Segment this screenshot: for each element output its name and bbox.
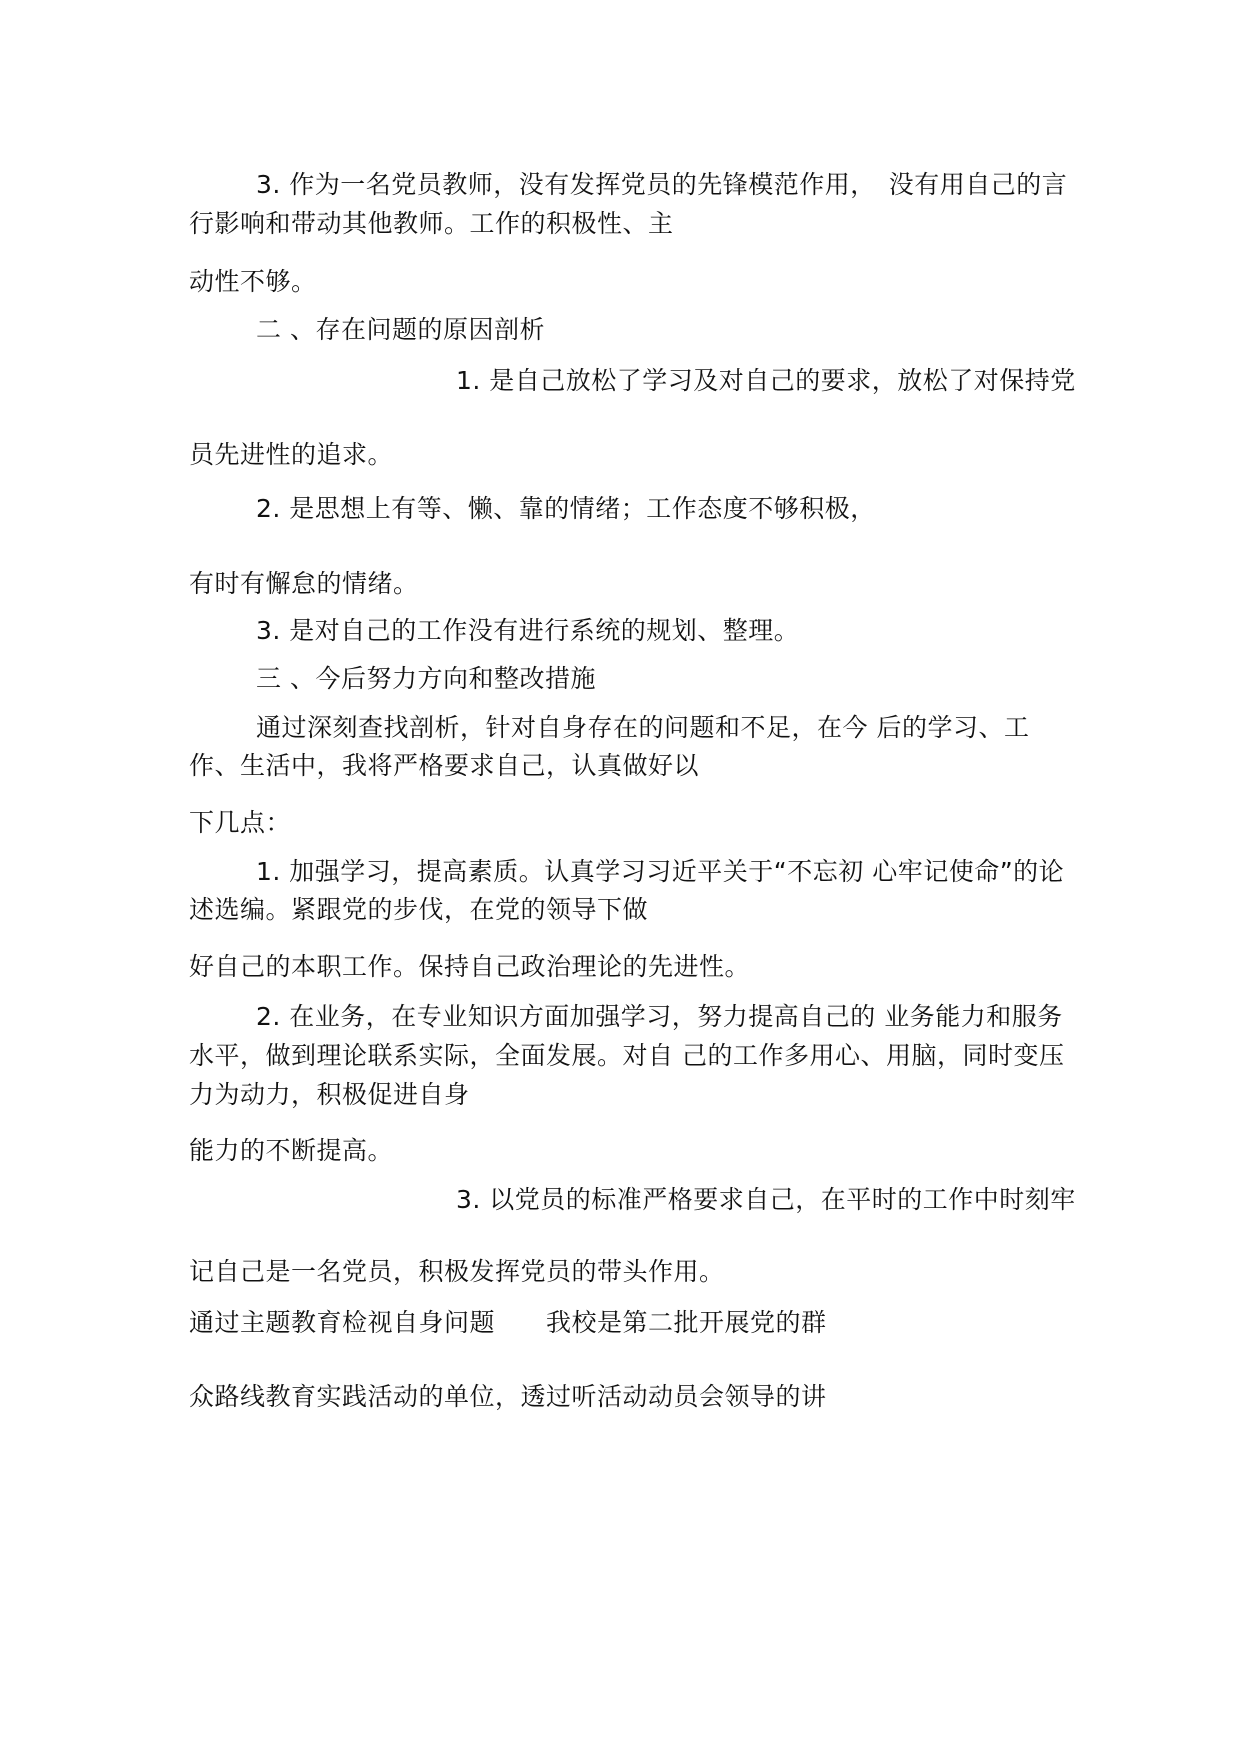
paragraph-line: 员先进性的追求。 — [189, 440, 394, 469]
section-heading: 三 、今后努力方向和整改措施 — [256, 664, 596, 693]
paragraph-line: 1. 加强学习，提高素质。认真学习习近平关于“不忘初 心牢记使命”的论 — [256, 857, 1065, 886]
paragraph-line: 1. 是自己放松了学习及对自己的要求，放松了对保持党 — [456, 366, 1076, 395]
paragraph-line: 述选编。紧跟党的步伐，在党的领导下做 — [189, 895, 649, 924]
paragraph-line: 2. 在业务，在专业知识方面加强学习，努力提高自己的 业务能力和服务 — [256, 1002, 1063, 1031]
paragraph-line: 3. 是对自己的工作没有进行系统的规划、整理。 — [256, 616, 800, 645]
paragraph-line: 作、生活中，我将严格要求自己，认真做好以 — [189, 751, 700, 780]
paragraph-line: 行影响和带动其他教师。工作的积极性、主 — [189, 209, 674, 238]
paragraph-line: 3. 以党员的标准严格要求自己，在平时的工作中时刻牢 — [456, 1185, 1076, 1214]
paragraph-line: 好自己的本职工作。保持自己政治理论的先进性。 — [189, 952, 751, 981]
paragraph-line: 能力的不断提高。 — [189, 1136, 394, 1165]
paragraph-line: 3. 作为一名党员教师，没有发挥党员的先锋模范作用， 没有用自己的言 — [256, 170, 1068, 199]
paragraph-line: 下几点： — [189, 808, 292, 837]
paragraph-line: 通过深刻查找剖析，针对自身存在的问题和不足，在今 后的学习、工 — [256, 713, 1030, 742]
paragraph-line: 有时有懈怠的情绪。 — [189, 569, 419, 598]
paragraph-line: 通过主题教育检视自身问题 我校是第二批开展党的群 — [189, 1308, 827, 1337]
paragraph-line: 众路线教育实践活动的单位，透过听活动动员会领导的讲 — [189, 1382, 827, 1411]
section-heading: 二 、存在问题的原因剖析 — [256, 315, 545, 344]
paragraph-line: 记自己是一名党员，积极发挥党员的带头作用。 — [189, 1257, 725, 1286]
paragraph-line: 水平，做到理论联系实际，全面发展。对自 己的工作多用心、用脑，同时变压 — [189, 1041, 1065, 1070]
paragraph-line: 动性不够。 — [189, 267, 317, 296]
paragraph-line: 力为动力，积极促进自身 — [189, 1080, 470, 1109]
paragraph-line: 2. 是思想上有等、懒、靠的情绪；工作态度不够积极， — [256, 494, 876, 523]
